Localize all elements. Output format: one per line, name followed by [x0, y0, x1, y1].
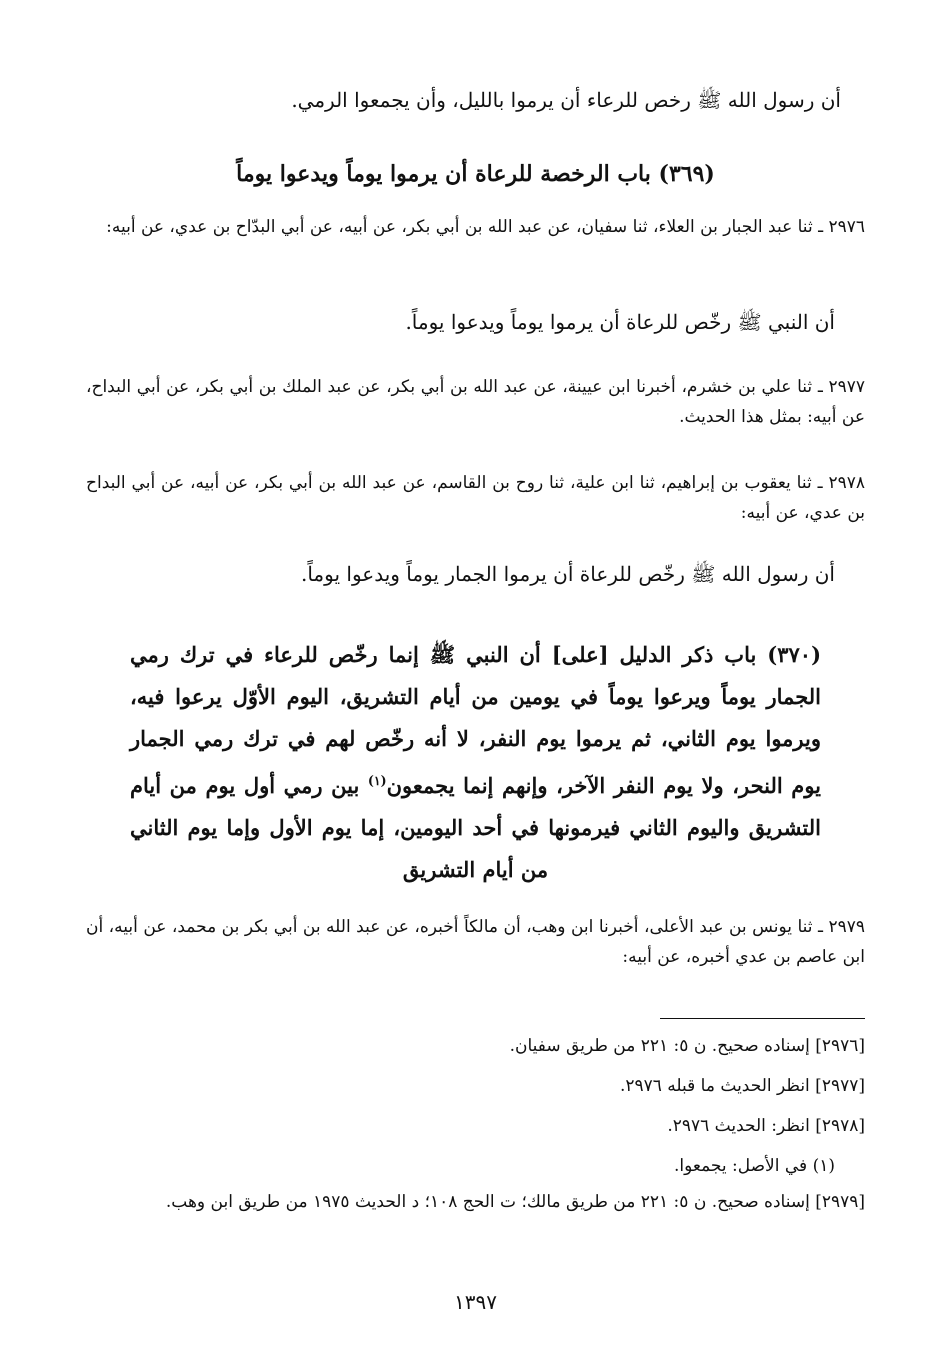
footnote-1: (١) في الأصل: يجمعوا.: [673, 1156, 835, 1176]
hadith-2978-isnad: ٢٩٧٨ ـ ثنا يعقوب بن إبراهيم، ثنا ابن علية، ثنا روح بن القاسم، عن عبد الله بن أبي بكر، عن أبيه، عن أبي البداح بن عدي، عن أبيه:: [86, 473, 865, 523]
hadith-2976-isnad: ٢٩٧٦ ـ ثنا عبد الجبار بن العلاء، ثنا سفيان، عن عبد الله بن أبي بكر، عن أبيه، عن أبي البدّاح بن عدي، عن أبيه:: [106, 217, 865, 237]
footnotes: [110, 1026, 865, 1218]
hadith-2976-matn: أن النبي ﷺ رخّص للرعاة أن يرموا يوماً ويدعوا يوماً.: [405, 310, 835, 334]
footnote-2977: [٢٩٧٧] انظر الحديث ما قبله ٢٩٧٦.: [619, 1076, 865, 1096]
footnote-ref-1: (١): [367, 773, 387, 788]
footnote-2976: [٢٩٧٦] إسناده صحيح. ن ٥: ٢٢١ من طريق سفيان.: [509, 1036, 865, 1056]
footnote-separator: [660, 1018, 865, 1019]
chapter-370-heading-part1: (٣٧٠) باب ذكر الدليل [على] أن النبي ﷺ إنما رخّص للرعاء في ترك رمي الجمار يوماً ويرعوا يوماً في يومين من أيام التشريق، اليوم الأوّل يرعوا فيه، ويرموا يوم الثاني، ثم يرموا يوم النفر، لا أنه رخّص لهم في ترك رمي الجمار يوم النحر، ولا يوم النفر الآخر، وإنهم إنما يجمعون: [130, 642, 822, 798]
footnote-2979: [٢٩٧٩] إسناده صحيح. ن ٥: ٢٢١ من طريق مالك؛ ت الحج ١٠٨؛ د الحديث ١٩٧٥ من طريق ابن وهب.: [165, 1192, 865, 1212]
hadith-2977-isnad: ٢٩٧٧ ـ ثنا علي بن خشرم، أخبرنا ابن عيينة، عن عبد الله بن أبي بكر، عن عبد الملك بن أبي بكر، عن أبي البداح، عن أبيه: بمثل هذا الحديث.: [86, 377, 865, 427]
chapter-370-heading-part2: بين رمي أول يوم من أيام التشريق واليوم الثاني فيرمونها في أحد اليومين، إما يوم الأول وإما يوم الثاني من أيام التشريق: [130, 773, 821, 882]
footnote-2978: [٢٩٧٨] انظر: الحديث ٢٩٧٦.: [667, 1116, 865, 1136]
hadith-2978-matn: أن رسول الله ﷺ رخّص للرعاة أن يرموا الجمار يوماً ويدعوا يوماً.: [300, 562, 835, 586]
hadith-2979-isnad: ٢٩٧٩ ـ ثنا يونس بن عبد الأعلى، أخبرنا ابن وهب، أن مالكاً أخبره، عن عبد الله بن أبي بكر بن محمد، عن أبيه، أن ابن عاصم بن عدي أخبره، عن أبيه:: [86, 917, 865, 967]
continuation-text: أن رسول الله ﷺ رخص للرعاء أن يرموا بالليل، وأن يجمعوا الرمي.: [291, 88, 841, 112]
chapter-369-heading: (٣٦٩) باب الرخصة للرعاة أن يرموا يوماً ويدعوا يوماً: [236, 161, 715, 187]
chapter-370-heading: [130, 634, 821, 891]
page-number: ١٣٩٧: [454, 1290, 497, 1314]
